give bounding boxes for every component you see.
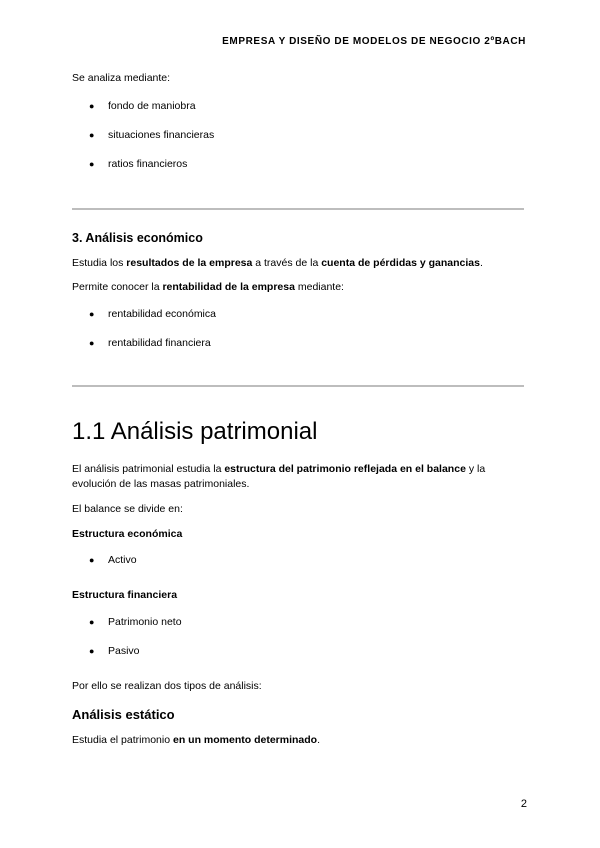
- bullet-icon: ●: [89, 646, 95, 656]
- bullet-icon: ●: [89, 309, 95, 319]
- horizontal-divider: [72, 208, 524, 210]
- paragraph: Estudia los resultados de la empresa a través de la cuenta de pérdidas y ganancias.: [72, 257, 483, 269]
- intro-text: Se analiza mediante:: [72, 72, 171, 84]
- subheading-estructura-economica: Estructura económica: [72, 528, 183, 540]
- paragraph: El balance se divide en:: [72, 503, 183, 515]
- bullet-icon: ●: [89, 159, 95, 169]
- paragraph: El análisis patrimonial estudia la estructura del patrimonio reflejada en el balance y la evolución de las masas patrimoniales.: [72, 463, 486, 490]
- bullet-icon: ●: [89, 338, 95, 348]
- bullet-icon: ●: [89, 555, 95, 565]
- economica-list: [72, 553, 524, 568]
- page-header: EMPRESA Y DISEÑO DE MODELOS DE NEGOCIO 2ºBACH: [222, 36, 526, 47]
- list-item: ● rentabilidad económica: [89, 308, 216, 320]
- bullet-icon: ●: [89, 617, 95, 627]
- page-title: 1.1 Análisis patrimonial: [72, 418, 318, 445]
- intro-list: [72, 99, 524, 172]
- list-item: ● ratios financieros: [89, 158, 188, 170]
- list-item: ● Activo: [89, 554, 137, 566]
- paragraph: Estudia el patrimonio en un momento determinado.: [72, 734, 320, 746]
- subheading-estructura-financiera: Estructura financiera: [72, 589, 178, 601]
- page-number: 2: [520, 798, 527, 810]
- bullet-icon: ●: [89, 101, 95, 111]
- subheading-analisis-estatico: Análisis estático: [72, 707, 175, 722]
- section-heading: 3. Análisis económico: [72, 231, 203, 245]
- rentabilidad-list: [72, 307, 524, 351]
- list-item: ● Patrimonio neto: [89, 616, 182, 628]
- bullet-icon: ●: [89, 130, 95, 140]
- list-item: ● fondo de maniobra: [89, 100, 196, 112]
- horizontal-divider: [72, 385, 524, 387]
- paragraph: Por ello se realizan dos tipos de análisis:: [72, 680, 262, 692]
- list-item: ● rentabilidad financiera: [89, 337, 211, 349]
- paragraph: Permite conocer la rentabilidad de la empresa mediante:: [72, 281, 344, 293]
- list-item: ● Pasivo: [89, 645, 140, 657]
- financiera-list: [72, 615, 524, 659]
- list-item: ● situaciones financieras: [89, 129, 215, 141]
- page-content: [72, 71, 524, 748]
